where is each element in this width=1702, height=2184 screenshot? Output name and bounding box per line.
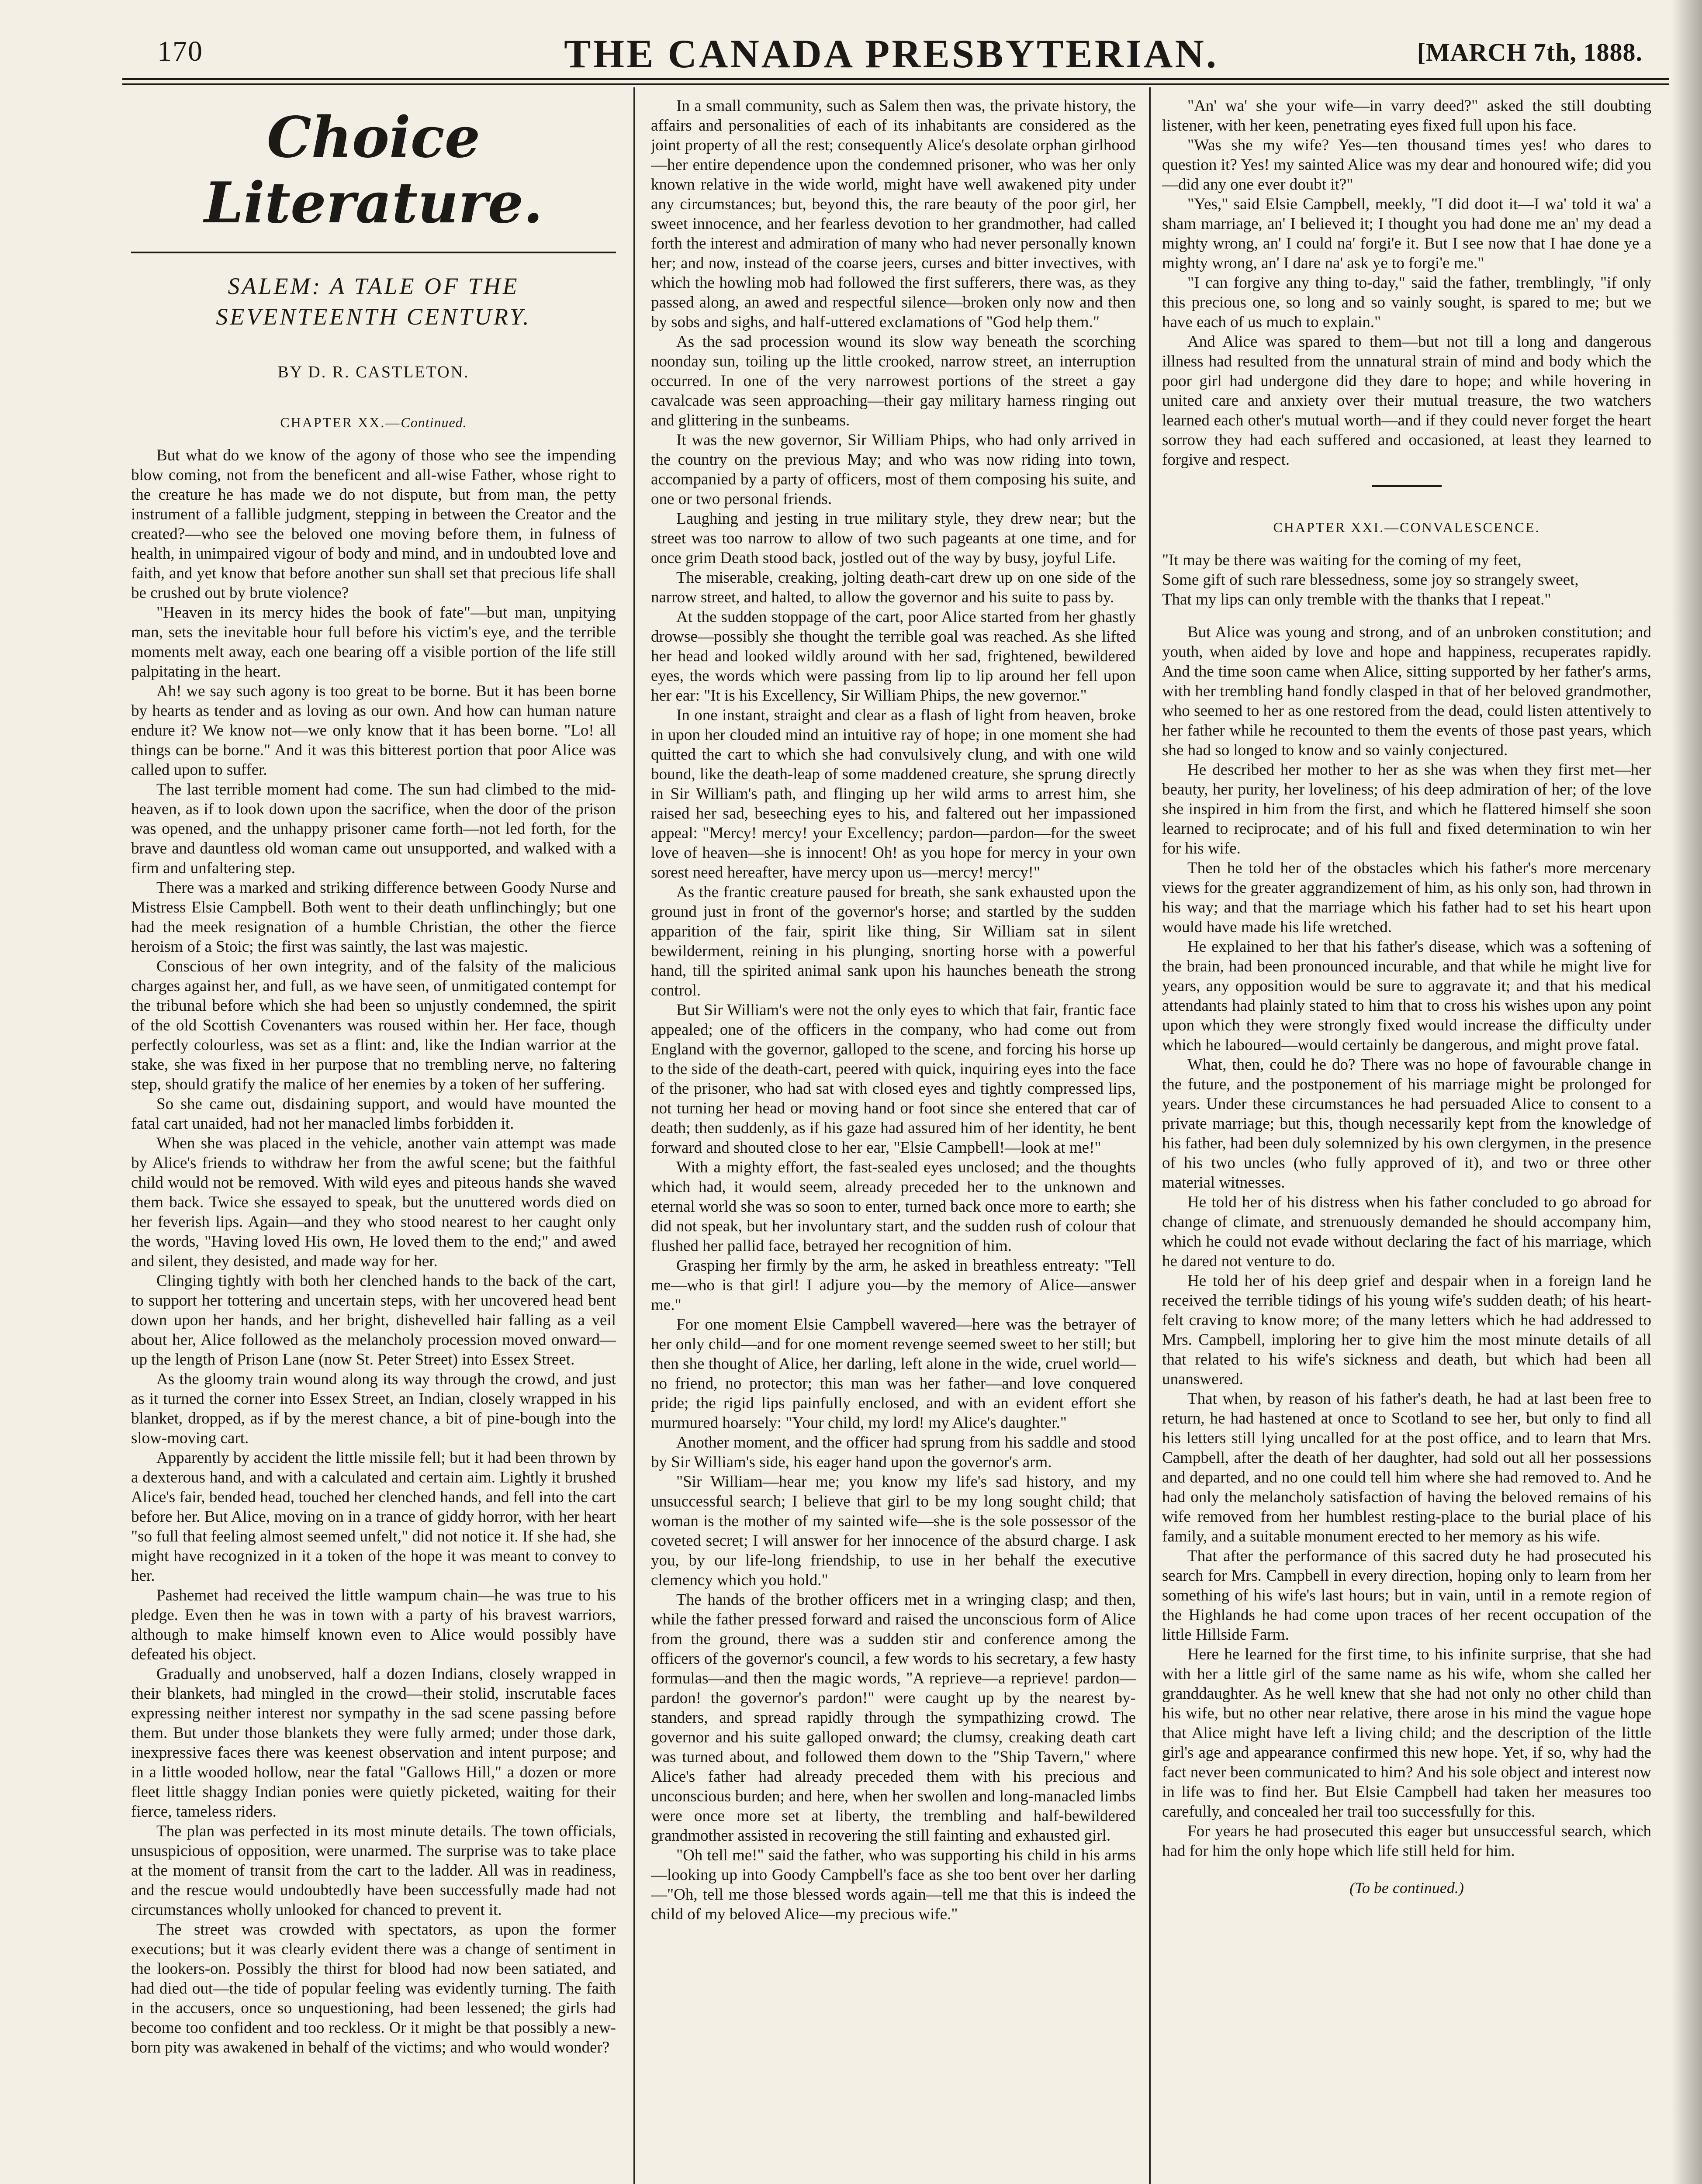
story-title: SALEM: A TALE OF THE SEVENTEENTH CENTURY. <box>216 273 531 330</box>
paragraph: He explained to her that his father's disease, which was a softening of the brain, had been pronounced incurable, and that while he might live for years, any opposition would be sure to aggravate it; and that his medical attendants had plainly stated to him that to cross his wishes upon any point upon which they were strongly fixed would increase the difficulty under which he laboured—would certainly be dangerous, and might prove fatal. <box>1162 938 1651 1054</box>
paragraph: And Alice was spared to them—but not till a long and dangerous illness had resulted from the unnatural strain of mind and body which the poor girl had undergone did they dare to hope; and while hovering in united care and anxiety over their mutual treasure, the two watchers learned each other's mutual worth—and if they could never forget the heart sorrow they had each suffered and occasioned, at least they learned to forgive and respect. <box>1162 333 1651 469</box>
paragraph: For one moment Elsie Campbell wavered—here was the betrayer of her only child—and for one moment revenge seemed sweet to her still; but then she thought of Alice, her darling, left alone in the wide, cruel world—no friend, no protector; this man was her father—and love conquered pride; the rigid lips painfully enclosed, and with an evident effort she murmured hoarsely: "Your child, my lord! my Alice's daughter." <box>651 1316 1136 1432</box>
paragraph: But Sir William's were not the only eyes to which that fair, frantic face appealed; one of the officers in the company, who had come out from England with the governor, galloped to the scene, and forcing his horse up to the side of the death-cart, peered with quick, inquiring eyes into the face of the prisoner, who had sat with closed eyes and tightly compressed lips, not turning her head or moving hand or foot since she entered that car of death; then suddenly, as if his gaze had assured him of her identity, he bent forward and shouted close to her ear, "Elsie Campbell!—look at me!" <box>651 1001 1136 1157</box>
section-title: Choice Literature. <box>204 105 543 236</box>
epigraph-line: That my lips can only tremble with the thanks that I repeat." <box>1162 591 1551 608</box>
paragraph: There was a marked and striking difference between Goody Nurse and Mistress Elsie Campbell. Both went to their death unflinchingly; but one had the meek resignation of a humble Christian, the other the fierce heroism of a Stoic; the first was saintly, the last was majestic. <box>131 879 616 956</box>
paragraph: The plan was perfected in its most minute details. The town officials, unsuspicious of opposition, were unarmed. The surprise was to take place at the moment of transit from the cart to the ladder. All was in readiness, and the rescue would undoubtedly have been successfully made had not circumstances wholly unlooked for chanced to prevent it. <box>131 1822 616 1919</box>
column-2 <box>651 96 1136 2184</box>
paragraph: But Alice was young and strong, and of an unbroken constitution; and youth, when aided by love and hope and happiness, recuperates rapidly. And the time soon came when Alice, sitting supported by her father's arms, with her trembling hand fondly clasped in that of her beloved grandmother, who seemed to her as one restored from the dead, could listen attentively to her father while he recounted to them the events of those past years, which she had so longed to know and so vainly conjectured. <box>1162 623 1651 759</box>
paragraph: That when, by reason of his father's death, he had at last been free to return, he had hastened at once to Scotland to see her, but only to find all his letters still lying uncalled for at the post office, and to learn that Mrs. Campbell, after the death of her daughter, had sold out all her possessions and departed, and no one could tell him where she had removed to. And he had only the melancholy satisfaction of having the beloved remains of his wife removed from her humblest resting-place to the burial place of his family, and a suitable monument erected to her memory as his wife. <box>1162 1390 1651 1545</box>
paragraph: The miserable, creaking, jolting death-cart drew up on one side of the narrow street, and halted, to allow the governor and his suite to pass by. <box>651 569 1136 606</box>
paragraph: The last terrible moment had come. The sun had climbed to the mid-heaven, as if to look down upon the sacrifice, when the door of the prison was opened, and the unhappy prisoner came forth—not led forth, for the brave and dauntless old woman came out unsupported, and walked with a firm and unfaltering step. <box>131 781 616 877</box>
page-header <box>122 31 1660 74</box>
paragraph: Apparently by accident the little missile fell; but it had been thrown by a dexterous hand, and with a calculated and certain aim. Lightly it brushed Alice's fair, bended head, touched her clenched hands, and fell into the cart before her. But Alice, moving on in a trance of giddy horror, with her heart "so full that feeling almost seemed unfelt," did not notice it. If she had, she might have recognized in it a token of the hope it was meant to convey to her. <box>131 1449 616 1585</box>
epigraph-line: "It may be there was waiting for the coming of my feet, <box>1162 551 1522 569</box>
paragraph: He told her of his distress when his father concluded to go abroad for change of climate, and strenuously demanded he should accompany him, which he could not evade without declaring the fact of his marriage, which he dared not venture to do. <box>1162 1193 1651 1270</box>
byline: BY D. R. CASTLETON. <box>277 363 470 381</box>
header-rule <box>122 78 1669 85</box>
paragraph: With a mighty effort, the fast-sealed eyes unclosed; and the thoughts which had, it would seem, already preceded her to the unknown and eternal world she was so soon to enter, turned back once more to earth; she did not speak, but her involuntary start, and the sudden rush of colour that flushed her pallid face, betrayed her recognition of him. <box>651 1158 1136 1255</box>
paragraph: Conscious of her own integrity, and of the falsity of the malicious charges against her, and full, as we have seen, of unmitigated contempt for the tribunal before which she had been so unjustly condemned, the spirit of the old Scottish Covenanters was roused within her. Her face, though perfectly colourless, was set as a flint: and, like the Indian warrior at the stake, she was fixed in her purpose that no trembling nerve, no faltering step, should gratify the malice of her enemies by a token of her suffering. <box>131 957 616 1093</box>
page-edge-shadow <box>1671 0 1702 2184</box>
paragraph: "Was she my wife? Yes—ten thousand times yes! who dares to question it? Yes! my sainted Alice was my dear and honoured wife; did you—did any one ever doubt it?" <box>1162 136 1651 194</box>
paragraph: In a small community, such as Salem then was, the private history, the affairs and personalities of each of its inhabitants are considered as the joint property of all the rest; consequently Alice's desolate orphan girlhood—her entire dependence upon the condemned prisoner, who was her only known relative in the wide world, might have well awakened pity under any circumstances; but, beyond this, the rare beauty of the poor girl, her sweet innocence, and her fearless devotion to her grandmother, had called forth the interest and admiration of many who had never personally known her; and now, instead of the coarse jeers, curses and bitter invectives, with which the howling mob had followed the first sufferers, there was, as they passed along, an awed and respectful silence—broken only now and then by sobs and sighs, and half-uttered exclamations of "God help them." <box>651 97 1136 331</box>
paragraph: That after the performance of this sacred duty he had prosecuted his search for Mrs. Campbell in every direction, hoping only to learn from her something of his wife's last hours; but in vain, until in a remote region of the Highlands he had come upon traces of her recent occupation of the little Hillside Farm. <box>1162 1547 1651 1644</box>
paragraph: What, then, could he do? There was no hope of favourable change in the future, and the postponement of his marriage might be prolonged for years. Under these circumstances he had persuaded Alice to consent to a private marriage; but this, though necessarily kept from the knowledge of his father, had been duly solemnized by his own clergymen, in the presence of his two uncles (who fully approved of it), and two or three other material witnesses. <box>1162 1056 1651 1192</box>
to-be-continued: (To be continued.) <box>1349 1879 1464 1897</box>
column-rule <box>633 87 635 2184</box>
paragraph: Gradually and unobserved, half a dozen Indians, closely wrapped in their blankets, had mingled in the crowd—their stolid, inscrutable faces expressing neither interest nor sympathy in the sad scene passing before them. But under those blankets they were fully armed; under those dark, inexpressive faces there was keenest observation and intent purpose; and in a little wooded hollow, near the fatal "Gallows Hill," a dozen or more fleet little shaggy Indian ponies were quietly picketed, waiting for their fierce, tameless riders. <box>131 1665 616 1821</box>
paragraph: Clinging tightly with both her clenched hands to the back of the cart, to support her tottering and uncertain steps, with her uncovered head bent down upon her hands, and her bright, dishevelled hair falling as a veil about her, Alice followed as the melancholy procession moved onward—up the length of Prison Lane (now St. Peter Street) into Essex Street. <box>131 1272 616 1368</box>
paragraph: Here he learned for the first time, to his infinite surprise, that she had with her a little girl of the same name as his wife, whom she called her granddaughter. As he well knew that she had not only no other child than his wife, but no other near relative, there arose in his mind the vague hope that Alice might have left a living child; and the description of the little girl's age and appearance confirmed this new hope. Yet, if so, why had the fact never been communicated to him? And his sole object and interest now in life was to find her. But Elsie Campbell had taken her measures too carefully, and concealed her trail too successfully for this. <box>1162 1645 1651 1821</box>
section-divider <box>1372 485 1442 487</box>
column-1 <box>131 96 616 2184</box>
chapter-heading <box>131 413 616 432</box>
paragraph: "An' wa' she your wife—in varry deed?" asked the still doubting listener, with her keen, penetrating eyes fixed full upon his face. <box>1162 97 1651 135</box>
column-3 <box>1162 96 1651 2184</box>
paragraph: He told her of his deep grief and despair when in a foreign land he received the terrible tidings of his young wife's sudden death; of his heart-felt craving to know more; of the many letters which he had addressed to Mrs. Campbell, imploring her to give him the most minute details of all that related to his wife's sickness and death, but which had been all unanswered. <box>1162 1272 1651 1388</box>
chapter-heading: CHAPTER XXI.—CONVALESCENCE. <box>1273 519 1540 535</box>
paragraph: As the sad procession wound its slow way beneath the scorching noonday sun, toiling up the little crooked, narrow street, an interruption occurred. In one of the very narrowest portions of the street a gay cavalcade was seen approaching—their gay military harness ringing out and glittering in the sunbeams. <box>651 333 1136 429</box>
issue-date: [MARCH 7th, 1888. <box>1417 38 1643 66</box>
paragraph: So she came out, disdaining support, and would have mounted the fatal cart unaided, had not her manacled limbs forbidden it. <box>131 1095 616 1133</box>
paragraph: Another moment, and the officer had sprung from his saddle and stood by Sir William's side, his eager hand upon the governor's arm. <box>651 1434 1136 1471</box>
paragraph: "Oh tell me!" said the father, who was supporting his child in his arms—looking up into Goody Campbell's face as she too bent over her darling—"Oh, tell me those blessed words again—tell me that this is indeed the child of my beloved Alice—my precious wife." <box>651 1846 1136 1923</box>
paragraph: The street was crowded with spectators, as upon the former executions; but it was clearly evident there was a change of sentiment in the lookers-on. Possibly the thirst for blood had now been satiated, and had died out—the tide of popular feeling was evidently turning. The faith in the accusers, once so unquestioning, had been lessened; the girls had become too confident and too reckless. Or it might be that possibly a new-born pity was awakened in behalf of the victims; and who would wonder? <box>131 1921 616 2056</box>
paragraph: "Yes," said Elsie Campbell, meekly, "I did doot it—I wa' told it wa' a sham marriage, an' I believed it; I thought you had done me an' my dead a mighty wrong, an' I could na' forgi'e it. But I see now that I hae done ye a mighty wrong, an' I dare na' ask ye to forgi'e me." <box>1162 195 1651 272</box>
paragraph: But what do we know of the agony of those who see the impending blow coming, not from the beneficent and all-wise Father, whose right to the creature he has made we do not dispute, but from man, the petty instrument of a fallible judgment, stepping in between the Creator and the created?—who see the beloved one moving before them, in fulness of health, in unimpaired vigour of body and mind, and in undoubted love and faith, and yet know that before another sun shall set that precious life shall be crushed out by brute violence? <box>131 446 616 602</box>
paragraph: Laughing and jesting in true military style, they drew near; but the street was too narrow to allow of two such pageants at one time, and for once grim Death stood back, jostled out of the way by busy, joyful Life. <box>651 510 1136 567</box>
paragraph: As the frantic creature paused for breath, she sank exhausted upon the ground just in front of the governor's horse; and startled by the sudden apparition of the fair, spirit like thing, Sir William sat in silent bewilderment, reining in his plunging, snorting horse with a powerful hand, till the spirited animal sank upon his haunches beneath the strong control. <box>651 883 1136 999</box>
paragraph: He described her mother to her as she was when they first met—her beauty, her purity, her loveliness; of his deep admiration of her; of the love she inspired in him from the first, and which he flattered himself she soon learned to reciprocate; and of his full and fixed determination to win her for his wife. <box>1162 761 1651 857</box>
paragraph: When she was placed in the vehicle, another vain attempt was made by Alice's friends to withdraw her from the awful scene; but the faithful child would not be removed. With wild eyes and piteous hands she waved them back. Twice she essayed to speak, but the unuttered words died on her feverish lips. Again—and they who stood nearest to her caught only the words, "Having loved His own, He loved them to the end;" and awed and silent, they desisted, and made way for her. <box>131 1134 616 1270</box>
paragraph: Then he told her of the obstacles which his father's more mercenary views for the greater aggrandizement of him, as his only son, had thrown in his way; and that the marriage which his father had to set his heart upon would have made his life wretched. <box>1162 859 1651 936</box>
paragraph: For years he had prosecuted this eager but unsuccessful search, which had for him the only hope which life still held for him. <box>1162 1822 1651 1860</box>
paragraph: As the gloomy train wound along its way through the crowd, and just as it turned the corner into Essex Street, an Indian, closely wrapped in his blanket, dropped, as if by the merest chance, a bit of pine-bough into the slow-moving cart. <box>131 1370 616 1447</box>
running-title: THE CANADA PRESBYTERIAN. <box>564 31 1218 76</box>
title-rule <box>131 252 616 253</box>
paragraph: In one instant, straight and clear as a flash of light from heaven, broke in upon her clouded mind an intuitive ray of hope; in one moment she had quitted the cart to which she had convulsively clung, and with one wild bound, like the death-leap of some maddened creature, she sprung directly in Sir William's path, and flinging up her wild arms to arrest him, she raised her sad, beseeching eyes to his, and faltered out her impassioned appeal: "Mercy! mercy! your Excellency; pardon—pardon—for the sweet love of heaven—she is innocent! Oh! as you hope for mercy in your own sorest need hereafter, have mercy upon us—mercy! mercy!" <box>651 706 1136 881</box>
paragraph: "Sir William—hear me; you know my life's sad history, and my unsuccessful search; I believe that girl to be my long sought child; that woman is the mother of my sainted wife—she is the sole possessor of the coveted secret; I will answer for her innocence of the absurd charge. I ask you, by our life-long friendship, to use in her behalf the executive clemency which you hold." <box>651 1473 1136 1589</box>
paragraph: "Heaven in its mercy hides the book of fate"—but man, unpitying man, sets the inevitable hour full before his victim's eye, and the terrible moments melt away, each one bearing off a visible portion of the life still palpitating in the heart. <box>131 604 616 681</box>
paragraph: It was the new governor, Sir William Phips, who had only arrived in the country on the previous May; and who was now riding into town, accompanied by a party of officers, most of them composing his suite, and one or two personal friends. <box>651 431 1136 508</box>
paragraph: Pashemet had received the little wampum chain—he was true to his pledge. Even then he was in town with a party of his bravest warriors, although to make himself known even to Alice would possibly have defeated his object. <box>131 1586 616 1663</box>
paragraph: "I can forgive any thing to-day," said the father, tremblingly, "if only this precious one, so long and so vainly sought, is spared to me; but we have each of us much to explain." <box>1162 274 1651 331</box>
paragraph: The hands of the brother officers met in a wringing clasp; and then, while the father pressed forward and raised the unconscious form of Alice from the ground, there was a sudden stir and conference among the officers of the governor's council, a few words to his secretary, a few hasty formulas—and then the magic words, "A reprieve—a reprieve! pardon—pardon! the governor's pardon!" were caught up by the nearest by-standers, and spread rapidly through the sympathizing crowd. The governor and his suite galloped onward; the clumsy, creaking death cart was turned about, and followed them down to the "Ship Tavern," where Alice's father had already preceded them with his precious and unconscious burden; and here, when her swollen and long-manacled limbs were once more set at liberty, the trembling and half-bewildered grandmother assisted in recovering the still fainting and exhausted girl. <box>651 1591 1136 1845</box>
continued-label: Continued. <box>401 415 467 430</box>
paragraph: At the sudden stoppage of the cart, poor Alice started from her ghastly drowse—possibly she thought the terrible goal was reached. As she lifted her head and looked wildly around with her sad, frightened, bewildered eyes, the words which were passing from lip to lip around her fell upon her ear: "It is his Excellency, Sir William Phips, the new governor." <box>651 608 1136 705</box>
paragraph: Ah! we say such agony is too great to be borne. But it has been borne by hearts as tender and as loving as our own. And how can human nature endure it? We know not—we only know that it has been borne. "Lo! all things can be borne." And it was this bitterest portion that poor Alice was called upon to suffer. <box>131 682 616 779</box>
paragraph: Grasping her firmly by the arm, he asked in breathless entreaty: "Tell me—who is that girl! I adjure you—by the memory of Alice—answer me." <box>651 1257 1136 1314</box>
epigraph-line: Some gift of such rare blessedness, some joy so strangely sweet, <box>1162 571 1579 589</box>
chapter-number: CHAPTER XX.— <box>280 415 401 430</box>
epigraph <box>1162 550 1651 609</box>
column-rule <box>1149 87 1151 2184</box>
page-number: 170 <box>157 35 203 67</box>
